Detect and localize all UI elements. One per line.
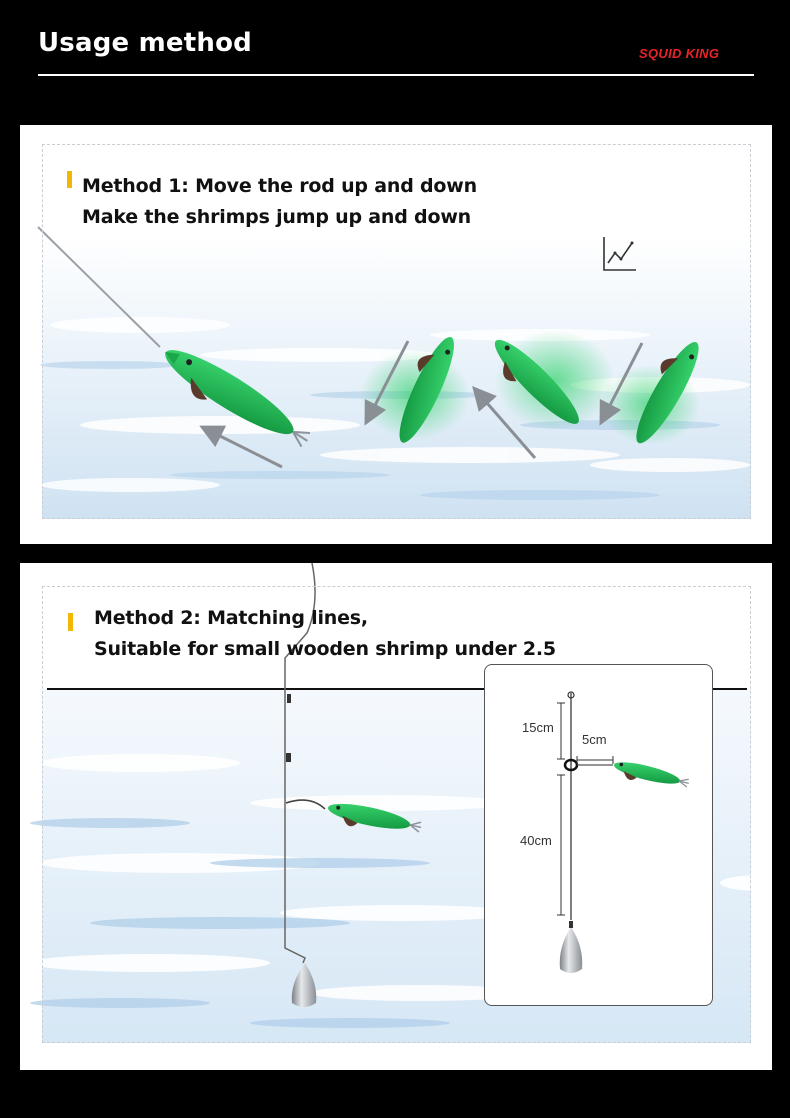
brand-logo: SQUID KING (639, 46, 720, 61)
rig-dimension-diagram (484, 664, 713, 1006)
top-segment-length: 15cm (522, 720, 554, 735)
line-chart-icon (602, 235, 638, 273)
branch-length: 5cm (582, 732, 607, 747)
header-divider (38, 74, 754, 76)
method-2-accent-bar (68, 613, 73, 631)
method-1-accent-bar (67, 171, 72, 188)
page-title: Usage method (38, 28, 252, 58)
method-1-title: Method 1: Move the rod up and down (82, 175, 477, 197)
bottom-segment-length: 40cm (520, 833, 552, 848)
method-1-description (82, 171, 477, 233)
method-1-panel (20, 125, 772, 544)
method-2-description (94, 603, 556, 665)
method-2-title: Method 2: Matching lines, (94, 607, 368, 629)
method-1-subtitle: Make the shrimps jump up and down (82, 206, 471, 228)
method-2-subtitle: Suitable for small wooden shrimp under 2.5 (94, 638, 556, 660)
method-2-panel (20, 563, 772, 1070)
